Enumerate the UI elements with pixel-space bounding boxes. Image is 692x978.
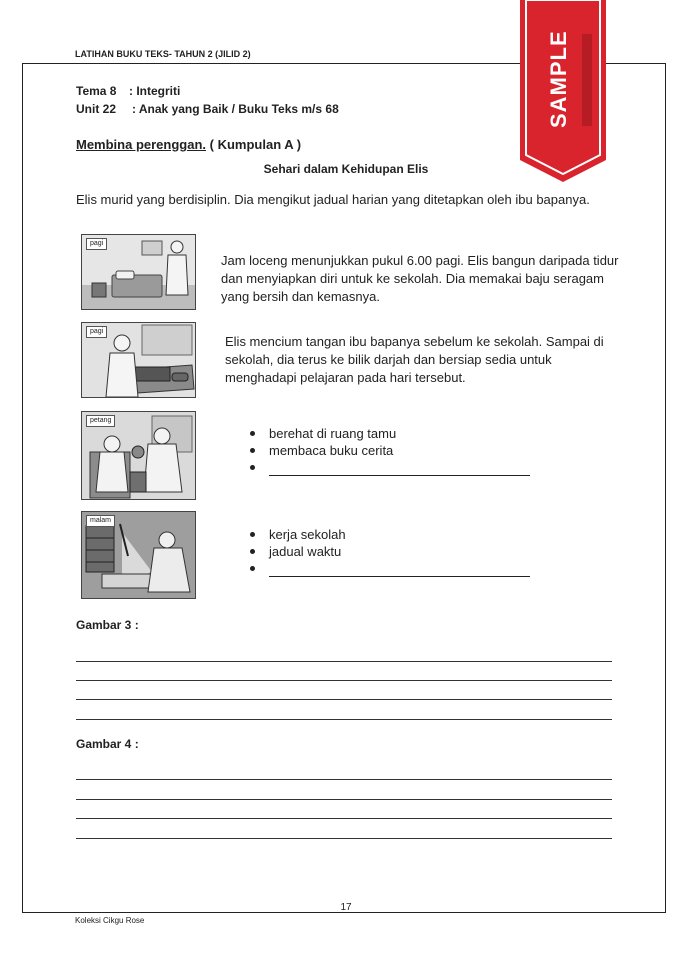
panel-4-picture <box>81 511 196 599</box>
panel-3-bullet-3-blank[interactable] <box>248 459 530 476</box>
panel-3-bullet-2: membaca buku cerita <box>248 442 530 459</box>
unit-line <box>76 102 339 116</box>
gambar-3-answer-line[interactable] <box>76 699 612 700</box>
panel-3-picture <box>81 411 196 500</box>
tema-value: : Integriti <box>129 84 181 98</box>
section-heading <box>76 137 301 152</box>
tema-label: Tema 8 <box>76 84 117 98</box>
section-group: ( Kumpulan A ) <box>209 137 302 152</box>
panel-1-text: Jam loceng menunjukkan pukul 6.00 pagi. Elis bangun daripada tidur dan menyiapkan diri untuk ke sekolah. Dia memakai baju seragam yang bersih dan kemasnya. <box>221 253 619 304</box>
gambar-3-label: Gambar 3 : <box>76 618 139 632</box>
panel-1-time-label: pagi <box>86 238 107 250</box>
answer-blank-line[interactable] <box>269 462 530 476</box>
gambar-3-answer-line[interactable] <box>76 719 612 720</box>
panel-3-bullet-1: berehat di ruang tamu <box>248 425 530 442</box>
gambar-3-answer-line[interactable] <box>76 661 612 662</box>
gambar-4-answer-line[interactable] <box>76 838 612 839</box>
section-heading-text: Membina perenggan. <box>76 137 207 152</box>
gambar-4-label: Gambar 4 : <box>76 737 139 751</box>
panel-4-bullet-3-blank[interactable] <box>248 560 530 577</box>
unit-label: Unit 22 <box>76 102 117 116</box>
page-number: 17 <box>340 902 352 913</box>
gambar-4-answer-line[interactable] <box>76 799 612 800</box>
tema-line <box>76 84 180 98</box>
gambar-4-answer-line[interactable] <box>76 779 612 780</box>
panel-4-time-label: malam <box>86 515 115 527</box>
panel-2-time-label: pagi <box>86 326 107 338</box>
panel-4-bullets <box>248 526 530 577</box>
book-header-title: LATIHAN BUKU TEKS- TAHUN 2 (JILID 2) <box>75 49 251 59</box>
panel-3-time-label: petang <box>86 415 115 427</box>
panel-3-bullets <box>248 425 530 476</box>
story-title: Sehari dalam Kehidupan Elis <box>263 162 429 176</box>
panel-4-bullet-1: kerja sekolah <box>248 526 530 543</box>
panel-2-picture <box>81 322 196 398</box>
sample-ribbon <box>520 0 606 182</box>
unit-value: : Anak yang Baik / Buku Teks m/s 68 <box>132 102 339 116</box>
panel-1-picture <box>81 234 196 310</box>
footer-credit: Koleksi Cikgu Rose <box>75 916 145 925</box>
panel-4-bullet-2: jadual waktu <box>248 543 530 560</box>
gambar-4-answer-line[interactable] <box>76 818 612 819</box>
gambar-3-answer-line[interactable] <box>76 680 612 681</box>
panel-2-text: Elis mencium tangan ibu bapanya sebelum ke sekolah. Sampai di sekolah, dia terus ke bilik darjah dan bersiap sedia untuk menghadapi pelajaran pada hari tersebut. <box>225 334 604 385</box>
answer-blank-line[interactable] <box>269 563 530 577</box>
story-intro: Elis murid yang berdisiplin. Dia mengikut jadual harian yang ditetapkan oleh ibu bapanya. <box>76 192 590 207</box>
sample-label: SAMPLE <box>546 30 571 128</box>
